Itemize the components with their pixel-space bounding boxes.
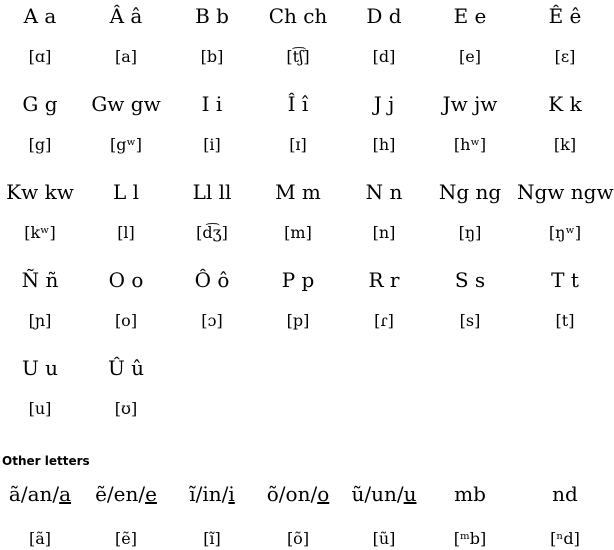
alphabet-letter: Jw jw [442, 92, 498, 116]
ipa-transcription: [n] [372, 223, 396, 242]
alphabet-letter: J j [373, 92, 395, 116]
other-letter-text: ĩ/in/ [189, 482, 229, 506]
other-letter-text: ã/an/ [8, 482, 60, 506]
alphabet-letter: Ngw ngw [517, 180, 614, 204]
ipa-transcription: [ũ] [372, 529, 396, 548]
other-letter-underlined: a [59, 482, 72, 506]
alphabet-letter: K k [548, 92, 582, 116]
other-letter [517, 480, 613, 508]
alphabet-letter: P p [281, 268, 315, 292]
ipa-transcription: [o] [114, 311, 138, 330]
other-letter-text: nd [552, 482, 578, 506]
alphabet-letter: B b [195, 4, 229, 28]
alphabet-letter: Ô ô [194, 268, 230, 292]
ipa-transcription: [õ] [286, 529, 310, 548]
ipa-transcription: [i] [203, 135, 221, 154]
ipa-transcription: [ɑ] [28, 47, 52, 66]
alphabet-letter: T t [551, 268, 579, 292]
other-letter-underlined: o [317, 482, 330, 506]
ipa-transcription: [gʷ] [109, 135, 143, 154]
ipa-transcription: [ɛ] [554, 47, 576, 66]
other-letters-heading: Other letters [2, 454, 90, 468]
ipa-transcription: [kʷ] [24, 223, 56, 242]
ipa-transcription: [t͡ʃ] [286, 47, 310, 66]
alphabet-letter: Ñ ñ [21, 268, 59, 292]
ipa-transcription: [h] [372, 135, 396, 154]
other-letter-underlined: u [403, 482, 417, 506]
ipa-transcription: [d͡ʒ] [196, 223, 228, 242]
ipa-transcription: [p] [286, 311, 310, 330]
alphabet-letter: Ll ll [192, 180, 232, 204]
ipa-transcription: [ẽ] [115, 529, 137, 548]
ipa-transcription: [e] [459, 47, 481, 66]
ipa-transcription: [m] [284, 223, 312, 242]
alphabet-letter: A a [23, 4, 57, 28]
alphabet-letter: Û û [107, 356, 145, 380]
alphabet-letter: R r [368, 268, 400, 292]
other-letter-text: mb [454, 482, 486, 506]
ipa-transcription: [d] [372, 47, 396, 66]
ipa-transcription: [u] [28, 399, 52, 418]
alphabet-letter: Â â [109, 4, 143, 28]
other-letter-text: ũ/un/ [351, 482, 404, 506]
ipa-transcription: [ɾ] [374, 311, 394, 330]
other-letter [78, 480, 174, 508]
ipa-transcription: [ʊ] [114, 399, 138, 418]
ipa-transcription: [s] [459, 311, 481, 330]
alphabet-letter: M m [275, 180, 321, 204]
other-letter [164, 480, 260, 508]
ipa-transcription: [ɲ] [28, 311, 52, 330]
alphabet-letter: U u [21, 356, 59, 380]
alphabet-letter: Î î [287, 92, 309, 116]
alphabet-letter: O o [108, 268, 144, 292]
ipa-transcription: [l] [117, 223, 135, 242]
alphabet-letter: Ê ê [548, 4, 582, 28]
ipa-transcription: [t] [555, 311, 575, 330]
alphabet-letter: Kw kw [6, 180, 74, 204]
other-letter-text: õ/on/ [266, 482, 318, 506]
ipa-transcription: [hʷ] [453, 135, 487, 154]
alphabet-letter: Gw gw [91, 92, 161, 116]
alphabet-letter: L l [112, 180, 140, 204]
other-letter [250, 480, 346, 508]
ipa-transcription: [k] [553, 135, 577, 154]
alphabet-letter: Ch ch [268, 4, 328, 28]
other-letter-underlined: e [145, 482, 157, 506]
other-letter-underlined: i [228, 482, 235, 506]
alphabet-letter: D d [366, 4, 402, 28]
ipa-transcription: [ɪ] [289, 135, 307, 154]
other-letter [422, 480, 518, 508]
alphabet-letter: G g [22, 92, 58, 116]
alphabet-letter: S s [454, 268, 486, 292]
ipa-transcription: [ĩ] [203, 529, 221, 548]
ipa-transcription: [a] [114, 47, 138, 66]
ipa-transcription: [g] [28, 135, 52, 154]
ipa-transcription: [ŋ] [458, 223, 482, 242]
ipa-transcription: [ŋʷ] [548, 223, 582, 242]
ipa-transcription: [ɔ] [201, 311, 223, 330]
other-letter [336, 480, 432, 508]
ipa-transcription: [ⁿd] [550, 529, 580, 548]
other-letter-text: ẽ/en/ [95, 482, 146, 506]
alphabet-letter: I i [201, 92, 223, 116]
alphabet-letter: N n [365, 180, 403, 204]
ipa-transcription: [ã] [28, 529, 52, 548]
ipa-transcription: [b] [200, 47, 224, 66]
other-letter [0, 480, 88, 508]
ipa-transcription: [ᵐb] [453, 529, 487, 548]
alphabet-letter: Ng ng [438, 180, 502, 204]
alphabet-letter: E e [453, 4, 487, 28]
